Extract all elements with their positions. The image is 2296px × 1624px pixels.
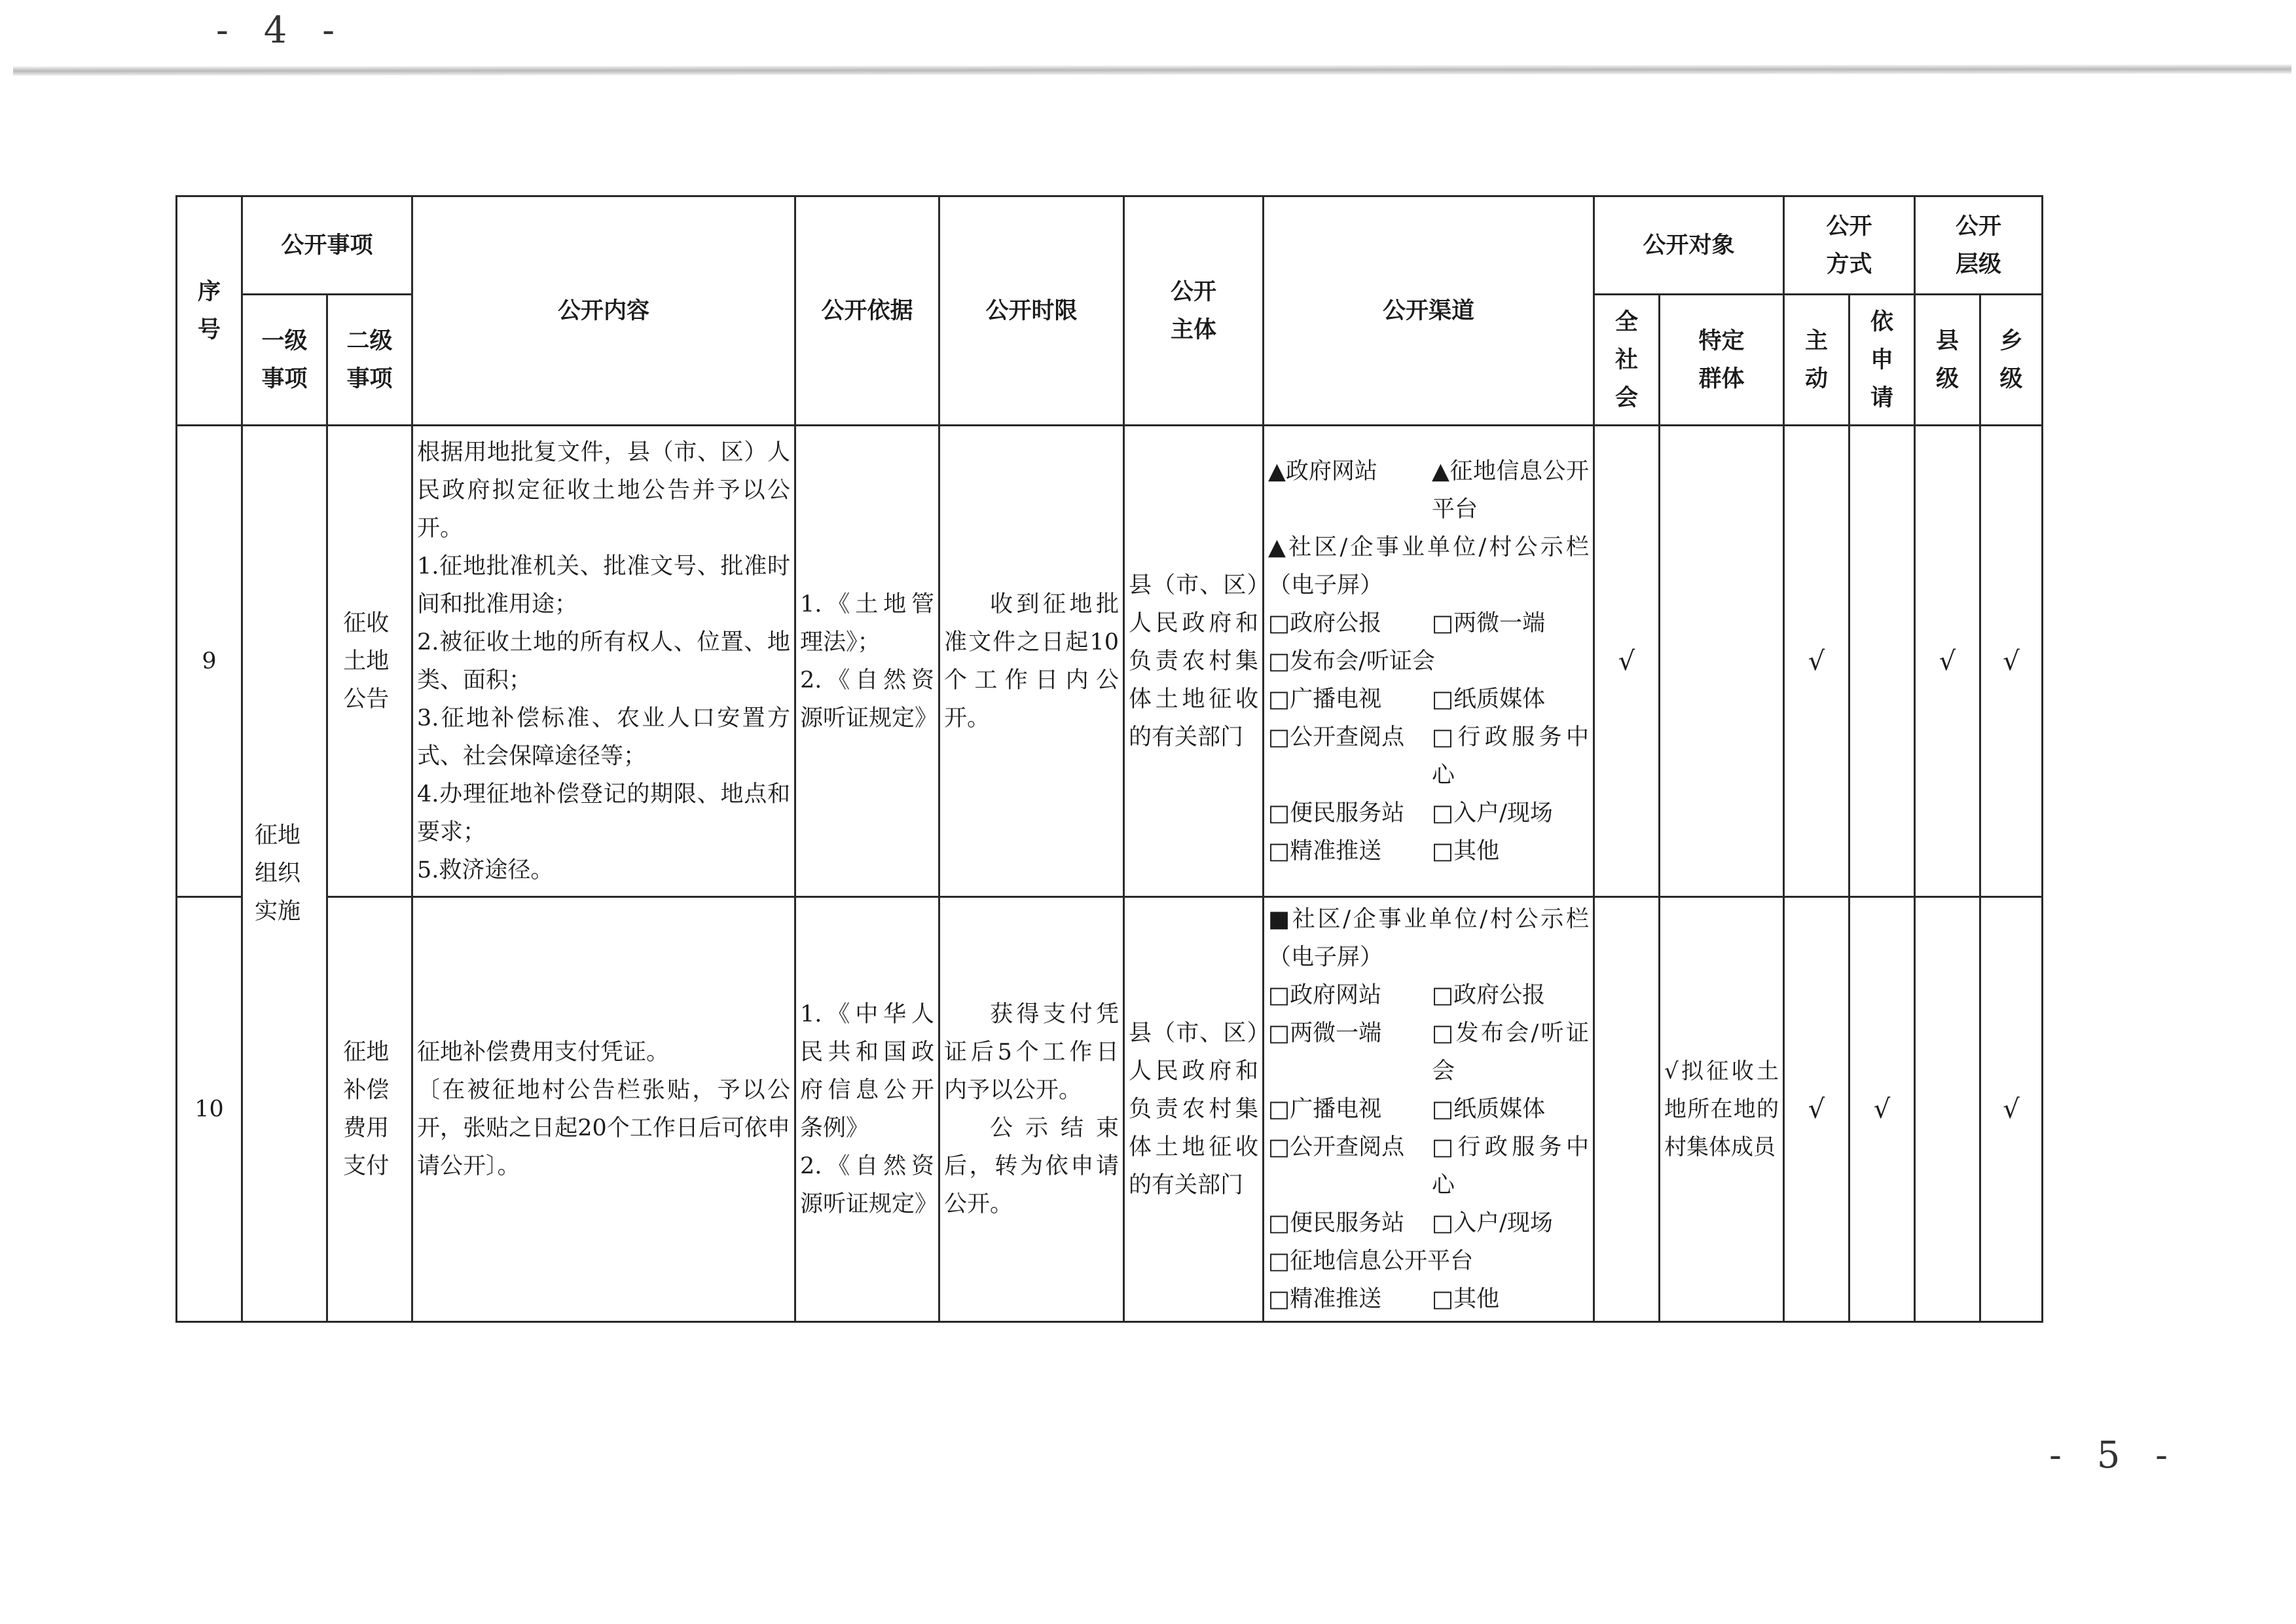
header-basis: 公开依据 [795, 196, 939, 426]
header-time-limit: 公开时限 [939, 196, 1124, 426]
header-level: 公开层级 [1915, 196, 2043, 295]
table-row [177, 426, 2043, 897]
row-subject: 县（市、区）人民政府和负责农村集体土地征收的有关部门 [1124, 897, 1264, 1322]
row-target-specific [1660, 426, 1784, 897]
disclosure-table [175, 195, 2043, 1323]
row-target-all [1594, 897, 1660, 1322]
row-method-request: √ [1850, 897, 1915, 1322]
row-time-limit: 收到征地批准文件之日起10个工作日内公开。 [939, 426, 1124, 897]
row-level2: 征地补偿费用支付 [327, 897, 412, 1322]
header-method-active: 主动 [1784, 295, 1850, 426]
header-target: 公开对象 [1594, 196, 1784, 295]
header-target-specific: 特定群体 [1660, 295, 1784, 426]
page-number-bottom: - 5 - [2049, 1434, 2180, 1477]
row-method-request [1850, 426, 1915, 897]
row-basis: 1.《中华人民共和国政府信息公开条例》 2.《自然资源听证规定》 [795, 897, 939, 1322]
row-basis: 1.《土地管理法》； 2.《自然资源听证规定》 [795, 426, 939, 897]
row-time-limit: 获得支付凭证后5个工作日内予以公开。 公示结束后，转为依申请公开。 [939, 897, 1124, 1322]
row-channels: ■社区/企事业单位/村公示栏（电子屏） □政府网站 □政府公报 □两微一端 □发布会/听证会 □广播电视 □纸质媒体 □公开查阅点 □行政服务中心 □便民服务站 □入户/现场 □征地信息公开平台 □精准推送 □其他 [1264, 897, 1594, 1322]
header-matter: 公开事项 [242, 196, 412, 295]
row-channels: ▲政府网站 ▲征地信息公开平台 ▲社区/企事业单位/村公示栏（电子屏） □政府公报 □两微一端 □发布会/听证会 □广播电视 □纸质媒体 □公开查阅点 □行政服务中心 □便民服务站 □入户/现场 □精准推送 □其他 [1264, 426, 1594, 897]
row-level-township: √ [1980, 897, 2043, 1322]
row-target-all: √ [1594, 426, 1660, 897]
header-target-all: 全社会 [1594, 295, 1660, 426]
row-method-active: √ [1784, 426, 1850, 897]
scan-edge-line [13, 64, 2291, 75]
row-seq: 10 [177, 897, 242, 1322]
header-row-1 [177, 196, 2043, 295]
row-subject: 县（市、区）人民政府和负责农村集体土地征收的有关部门 [1124, 426, 1264, 897]
header-method-request: 依申请 [1850, 295, 1915, 426]
header-subject: 公开主体 [1124, 196, 1264, 426]
row-level-county [1915, 897, 1980, 1322]
row-content: 征地补偿费用支付凭证。 〔在被征地村公告栏张贴，予以公开，张贴之日起20个工作日后可依申请公开〕。 [412, 897, 795, 1322]
header-channel: 公开渠道 [1264, 196, 1594, 426]
row-seq: 9 [177, 426, 242, 897]
row-content: 根据用地批复文件，县（市、区）人民政府拟定征收土地公告并予以公开。 1.征地批准机关、批准文号、批准时间和批准用途； 2.被征收土地的所有权人、位置、地类、面积； 3.征地补偿标准、农业人口安置方式、社会保障途径等； 4.办理征地补偿登记的期限、地点和要求； 5.救济途径。 [412, 426, 795, 897]
header-content: 公开内容 [412, 196, 795, 426]
row-level2: 征收土地公告 [327, 426, 412, 897]
page-number-top: - 4 - [216, 9, 347, 52]
header-level2: 二级事项 [327, 295, 412, 426]
row-method-active: √ [1784, 897, 1850, 1322]
header-level-county: 县级 [1915, 295, 1980, 426]
level1-merged-cell: 征地组织实施 [242, 426, 327, 1322]
header-level1: 一级事项 [242, 295, 327, 426]
row-level-county: √ [1915, 426, 1980, 897]
row-target-specific: √拟征收土地所在地的村集体成员 [1660, 897, 1784, 1322]
table-row [177, 897, 2043, 1322]
header-method: 公开方式 [1784, 196, 1915, 295]
header-level-township: 乡级 [1980, 295, 2043, 426]
header-seq: 序号 [177, 196, 242, 426]
row-level-township: √ [1980, 426, 2043, 897]
